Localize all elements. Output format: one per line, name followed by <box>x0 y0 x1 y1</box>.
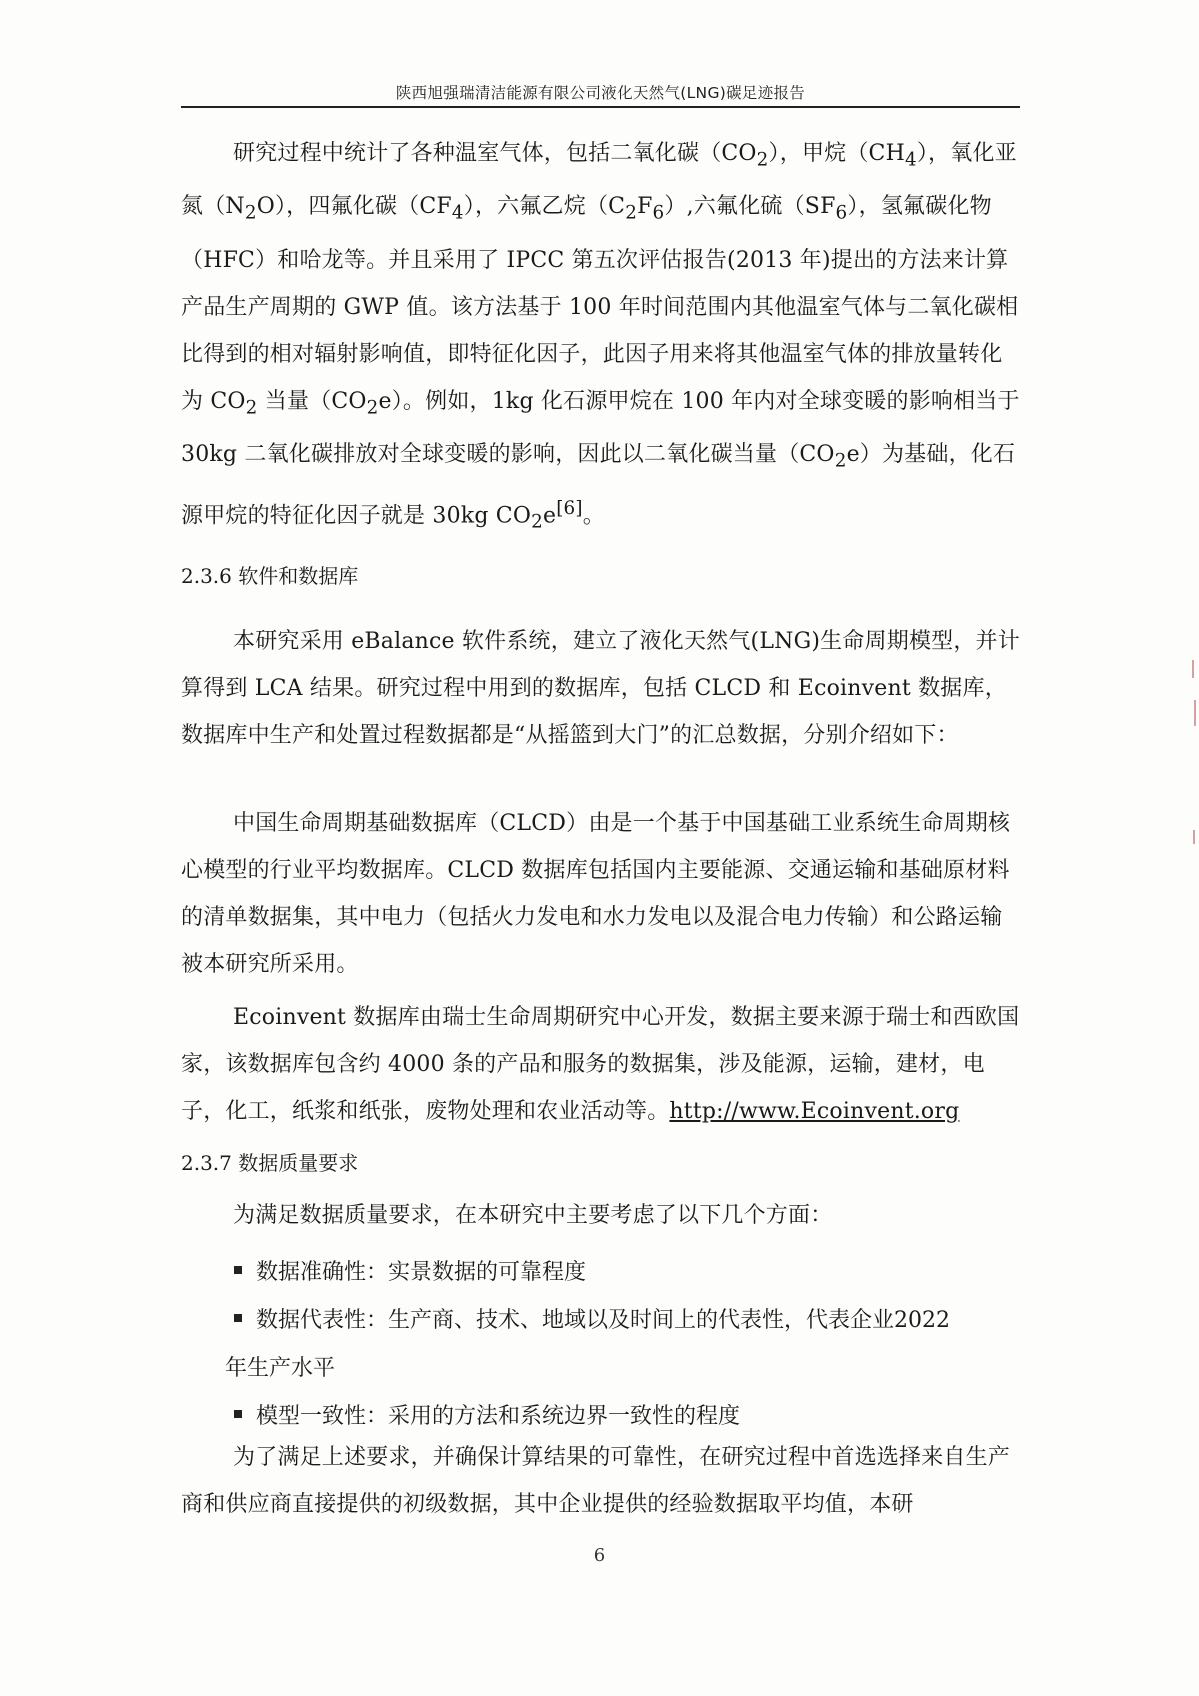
bullet-square-icon <box>234 1410 242 1418</box>
ecoinvent-link[interactable]: http://www.Ecoinvent.org <box>669 1099 960 1124</box>
citation-ref: [6] <box>556 497 583 519</box>
scan-edge-mark <box>1194 700 1196 726</box>
bullet-model-consistency: 模型一致性：采用的方法和系统边界一致性的程度 <box>234 1400 740 1434</box>
section-heading-2-3-7: 2.3.7 数据质量要求 <box>181 1151 359 1175</box>
scan-edge-mark <box>1193 830 1195 844</box>
section-heading-2-3-6: 2.3.6 软件和数据库 <box>181 564 359 588</box>
paragraph-ecoinvent: Ecoinvent 数据库由瑞士生命周期研究中心开发，数据主要来源于瑞士和西欧国家，该数据库包含约 4000 条的产品和服务的数据集，涉及能源，运输，建材，电子，化工，纸浆和纸张，废物处理和农业活动等。http://www.Ecoinvent.org <box>181 1005 1020 1124</box>
paragraph-greenhouse-gases: 研究过程中统计了各种温室气体，包括二氧化碳$(CO_2)$，甲烷$(CH_4)$，氧化亚氮$(N_2O)$，四氟化碳$(CF_4)$，六氟乙烷$(C_2F_6)$,六氟化硫$(SF_6)$，氢氟碳化物（HFC）和哈龙等。并且采用了 IPCC 第五次评估报告(2013 年)提出的方法来计算产品生产周期的 GWP 值。该方法基于 100 年时间范围内其他温室气体与二氧化碳相比得到的相对辐射影响值，即特征化因子，此因子用来将其他温室气体的排放量转化为 $CO_2$ 当量$(CO_2e)$。例如，1kg 化石源甲烷在 100 年内对全球变暖的影响相当于 30kg 二氧化碳排放对全球变暖的影响，因此以二氧化碳当量$(CO_2e)$为基础，化石源甲烷的特征化因子就是 30kg $CO_2e[6]$。 <box>181 141 1020 533</box>
bullet-data-representativeness: 数据代表性：生产商、技术、地域以及时间上的代表性，代表企业2022 <box>234 1304 950 1338</box>
scan-edge-mark <box>1192 660 1194 678</box>
header-rule <box>181 106 1020 108</box>
bullet-continuation: 年生产水平 <box>225 1356 336 1381</box>
paragraph-software-intro: 本研究采用 eBalance 软件系统，建立了液化天然气(LNG)生命周期模型，并计算得到 LCA 结果。研究过程中用到的数据库，包括 CLCD 和 Ecoinvent 数据库，数据库中生产和处置过程数据都是“从摇篮到大门”的汇总数据，分别介绍如下： <box>181 629 1020 748</box>
page-number: 6 <box>593 1545 606 1566</box>
bullet-square-icon <box>234 1314 242 1322</box>
bullet-data-accuracy: 数据准确性：实景数据的可靠程度 <box>234 1256 586 1290</box>
paragraph-closing: 为了满足上述要求，并确保计算结果的可靠性，在研究过程中首选选择来自生产商和供应商直接提供的初级数据，其中企业提供的经验数据取平均值，本研 <box>181 1445 1011 1517</box>
paragraph-clcd: 中国生命周期基础数据库（CLCD）由是一个基于中国基础工业系统生命周期核心模型的行业平均数据库。CLCD 数据库包括国内主要能源、交通运输和基础原材料的清单数据集，其中电力（包括火力发电和水力发电以及混合电力传输）和公路运输被本研究所采用。 <box>181 811 1011 977</box>
bullet-square-icon <box>234 1266 242 1274</box>
running-header: 陕西旭强瑞清洁能源有限公司液化天然气(LNG)碳足迹报告 <box>395 84 806 102</box>
paragraph-quality-intro: 为满足数据质量要求，在本研究中主要考虑了以下几个方面： <box>233 1203 833 1228</box>
